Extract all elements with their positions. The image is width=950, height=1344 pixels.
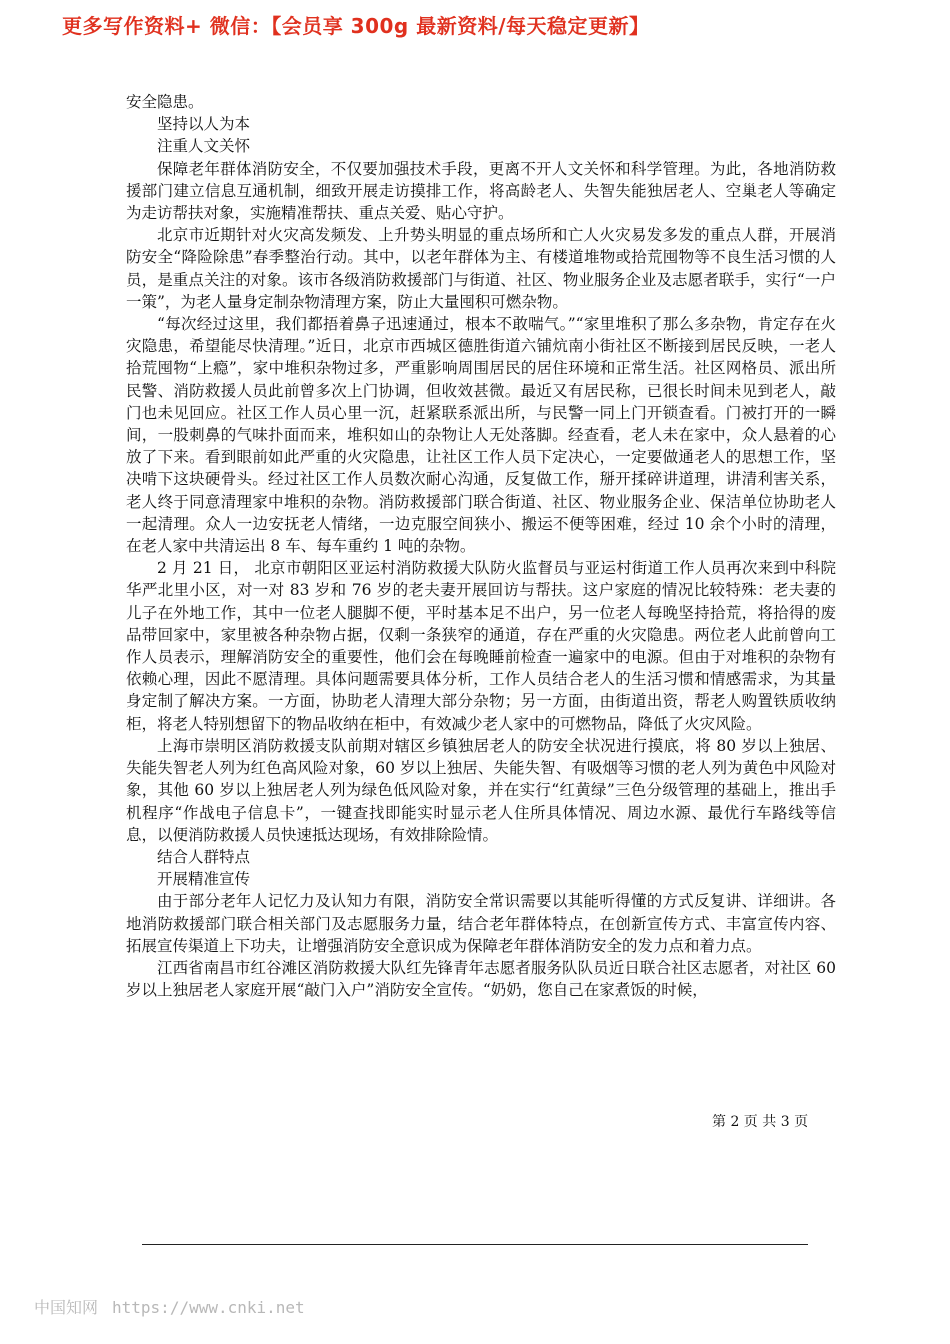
paragraph: 北京市近期针对火灾高发频发、上升势头明显的重点场所和亡人火灾易发多发的重点人群，开展消防安全“降险除患”春季整治行动。其中，以老年群体为主、有楼道堆物或拾荒囤物等不良生活习惯的人员，是重点关注的对象。该市各级消防救援部门与街道、社区、物业服务企业及志愿者联手，实行“一户一策”，为老人量身定制杂物清理方案，防止大量囤积可燃杂物。 (126, 226, 836, 311)
paragraph-continuation: 安全隐患。 (126, 93, 204, 111)
footer-divider (142, 1244, 808, 1245)
article-body (126, 91, 836, 1001)
cnki-watermark (34, 1295, 305, 1318)
promo-banner: 更多写作资料+ 微信：【会员享 300g 最新资料/每天稳定更新】 (62, 14, 650, 38)
paragraph: “每次经过这里，我们都捂着鼻子迅速通过，根本不敢喘气。”“家里堆积了那么多杂物，肯定存在火灾隐患，希望能尽快清理。”近日，北京市西城区德胜街道六铺炕南小街社区不断接到居民反映，一老人拾荒囤物“上瘾”，家中堆积杂物过多，严重影响周围居民的居住环境和正常生活。社区网格员、派出所民警、消防救援人员此前曾多次上门协调，但收效甚微。最近又有居民称，已很长时间未见到老人，敲门也未见回应。社区工作人员心里一沉，赶紧联系派出所，与民警一同上门开锁查看。门被打开的一瞬间，一股刺鼻的气味扑面而来，堆积如山的杂物让人无处落脚。经查看，老人未在家中，众人悬着的心放了下来。看到眼前如此严重的火灾隐患，让社区工作人员下定决心，一定要做通老人的思想工作，坚决啃下这块硬骨头。经过社区工作人员数次耐心沟通，反复做工作，掰开揉碎讲道理，讲清利害关系，老人终于同意清理家中堆积的杂物。消防救援部门联合街道、社区、物业服务企业、保洁单位协助老人一起清理。众人一边安抚老人情绪，一边克服空间狭小、搬运不便等困难，经过 10 余个小时的清理，在老人家中共清运出 8 车、每车重约 1 吨的杂物。 (126, 315, 836, 556)
paragraph: 保障老年群体消防安全，不仅要加强技术手段，更离不开人文关怀和科学管理。为此，各地消防救援部门建立信息互通机制，细致开展走访摸排工作，将高龄老人、失智失能独居老人、空巢老人等确定为走访帮扶对象，实施精准帮扶、重点关爱、贴心守护。 (126, 159, 836, 223)
watermark-url: https://www.cnki.net (112, 1298, 305, 1317)
watermark-site-name: 中国知网 (34, 1298, 99, 1317)
paragraph: 2 月 21 日， 北京市朝阳区亚运村消防救援大队防火监督员与亚运村街道工作人员再次来到中科院华严北里小区，对一对 83 岁和 76 岁的老夫妻开展回访与帮扶。这户家庭的情况比较特殊：老夫妻的儿子在外地工作，其中一位老人腿脚不便，平时基本足不出户，另一位老人每晚坚持拾荒，将拾得的废品带回家中，家里被各种杂物占据，仅剩一条狭窄的通道，存在严重的火灾隐患。两位老人此前曾向工作人员表示，理解消防安全的重要性，他们会在每晚睡前检查一遍家中的电源。但由于对堆积的杂物有依赖心理，因此不愿清理。具体问题需要具体分析，工作人员结合老人的生活习惯和情感需求，为其量身定制了解决方案。一方面，协助老人清理大部分杂物；另一方面，由街道出资，帮老人购置铁质收纳柜，将老人特别想留下的物品收纳在柜中，有效减少老人家中的可燃物品，降低了火灾风险。 (126, 559, 836, 733)
paragraph: 由于部分老年人记忆力及认知力有限，消防安全常识需要以其能听得懂的方式反复讲、详细讲。各地消防救援部门联合相关部门及志愿服务力量，结合老年群体特点，在创新宣传方式、丰富宣传内容、拓展宣传渠道上下功夫，让增强消防安全意识成为保障老年群体消防安全的发力点和着力点。 (126, 892, 836, 955)
section-heading-line-2: 开展精准宣传 (157, 870, 251, 889)
page-number: 第 2 页 共 3 页 (712, 1114, 809, 1130)
paragraph: 江西省南昌市红谷滩区消防救援大队红先锋青年志愿者服务队队员近日联合社区志愿者，对社区 60 岁以上独居老人家庭开展“敲门入户”消防安全宣传。“奶奶，您自己在家煮饭的时候， (126, 958, 836, 1000)
section-heading-line-1: 坚持以人为本 (157, 115, 251, 134)
section-heading-line-2: 注重人文关怀 (157, 137, 251, 156)
section-heading-line-1: 结合人群特点 (157, 847, 251, 866)
paragraph: 上海市崇明区消防救援支队前期对辖区乡镇独居老人的防安全状况进行摸底，将 80 岁以上独居、失能失智老人列为红色高风险对象，60 岁以上独居、失能失智、有吸烟等习惯的老人列为黄色中风险对象，其他 60 岁以上独居老人列为绿色低风险对象，并在实行“红黄绿”三色分级管理的基础上，推出手机程序“作战电子信息卡”，一键查找即能实时显示老人住所具体情况、周边水源、最优行车路线等信息，以便消防救援人员快速抵达现场，有效排除险情。 (126, 736, 836, 844)
